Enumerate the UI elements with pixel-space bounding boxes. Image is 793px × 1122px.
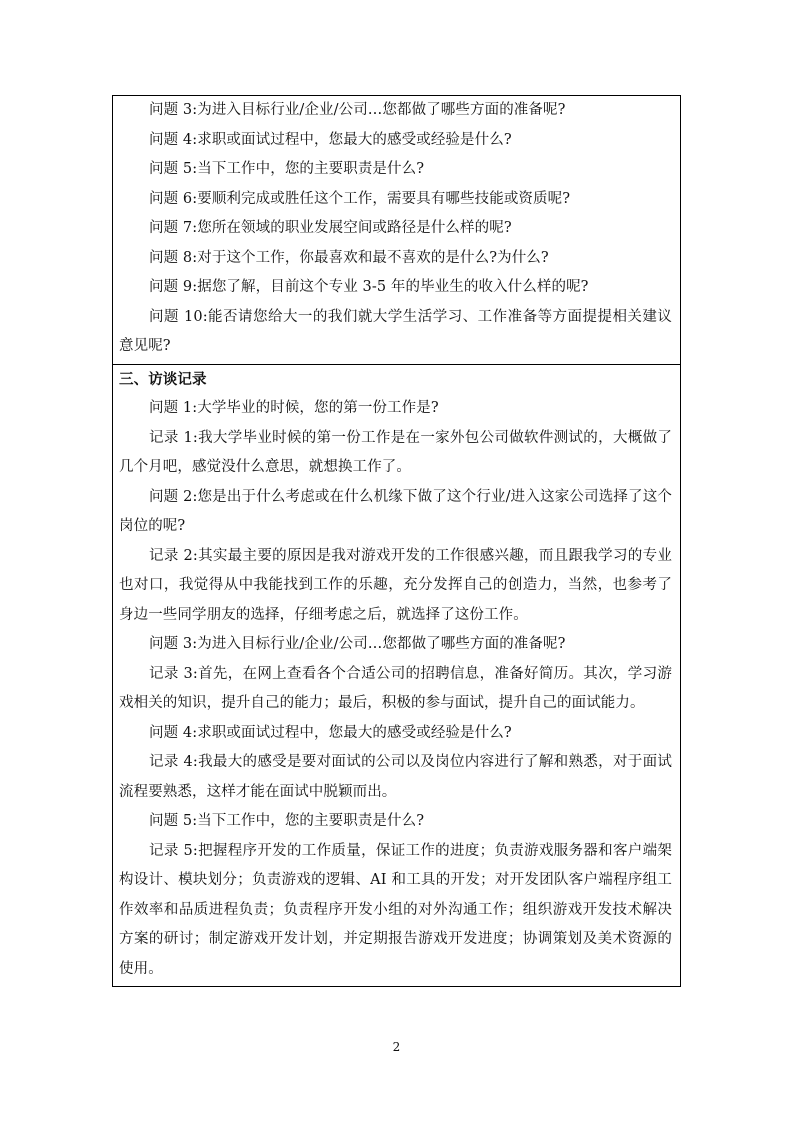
question-paragraph: 问题 5:当下工作中，您的主要职责是什么? bbox=[149, 813, 425, 829]
question-paragraph: 问题 7:您所在领域的职业发展空间或路径是什么样的呢? bbox=[149, 220, 512, 236]
interview-record-cell bbox=[113, 364, 680, 987]
question-paragraph: 问题 3:为进入目标行业/企业/公司…您都做了哪些方面的准备呢? bbox=[149, 102, 566, 118]
questions-cell bbox=[113, 96, 680, 364]
section-heading: 三、访谈记录 bbox=[119, 370, 207, 388]
record-paragraph: 记录 5:把握程序开发的工作质量，保证工作的进度；负责游戏服务器和客户端架构设计、模块划分；负责游戏的逻辑、AI 和工具的开发；对开发团队客户端程序组工作效率和品质进程负责；负责程序开发小组的对外沟通工作；组织游戏开发技术解决方案的研讨；制定游戏开发计划，并定期报告游戏开发进度；协调策划及美术资源的使用。 bbox=[119, 842, 672, 977]
question-paragraph: 问题 1:大学毕业的时候，您的第一份工作是? bbox=[149, 400, 439, 416]
record-paragraph: 记录 4:我最大的感受是要对面试的公司以及岗位内容进行了解和熟悉，对于面试流程要熟悉，这样才能在面试中脱颖而出。 bbox=[119, 754, 672, 800]
question-paragraph: 问题 4:求职或面试过程中，您最大的感受或经验是什么? bbox=[149, 724, 512, 741]
record-paragraph: 记录 1:我大学毕业时候的第一份工作是在一家外包公司做软件测试的，大概做了几个月吧，感觉没什么意思，就想换工作了。 bbox=[119, 429, 672, 475]
question-paragraph: 问题 10:能否请您给大一的我们就大学生活学习、工作准备等方面提提相关建议意见呢? bbox=[119, 308, 672, 354]
record-paragraph: 记录 2:其实最主要的原因是我对游戏开发的工作很感兴趣，而且跟我学习的专业也对口，我觉得从中我能找到工作的乐趣，充分发挥自己的创造力，当然，也参考了身边一些同学朋友的选择，仔细考虑之后，就选择了这份工作。 bbox=[119, 547, 672, 623]
question-paragraph: 问题 2:您是出于什么考虑或在什么机缘下做了这个行业/进入这家公司选择了这个岗位的呢? bbox=[119, 488, 672, 534]
page-number: 2 bbox=[392, 1040, 401, 1054]
question-paragraph: 问题 3:为进入目标行业/企业/公司…您都做了哪些方面的准备呢? bbox=[149, 636, 566, 652]
record-paragraph: 记录 3:首先，在网上查看各个合适公司的招聘信息，准备好简历。其次，学习游戏相关的知识，提升自己的能力；最后，积极的参与面试，提升自己的面试能力。 bbox=[119, 665, 672, 711]
question-paragraph: 问题 9:据您了解，目前这个专业 3-5 年的毕业生的收入什么样的呢? bbox=[149, 279, 589, 295]
question-paragraph: 问题 4:求职或面试过程中，您最大的感受或经验是什么? bbox=[149, 131, 512, 148]
question-paragraph: 问题 8:对于这个工作，你最喜欢和最不喜欢的是什么?为什么? bbox=[149, 249, 549, 266]
question-paragraph: 问题 5:当下工作中，您的主要职责是什么? bbox=[149, 161, 425, 177]
interview-table bbox=[112, 95, 681, 987]
question-paragraph: 问题 6:要顺利完成或胜任这个工作，需要具有哪些技能或资质呢? bbox=[149, 190, 571, 207]
